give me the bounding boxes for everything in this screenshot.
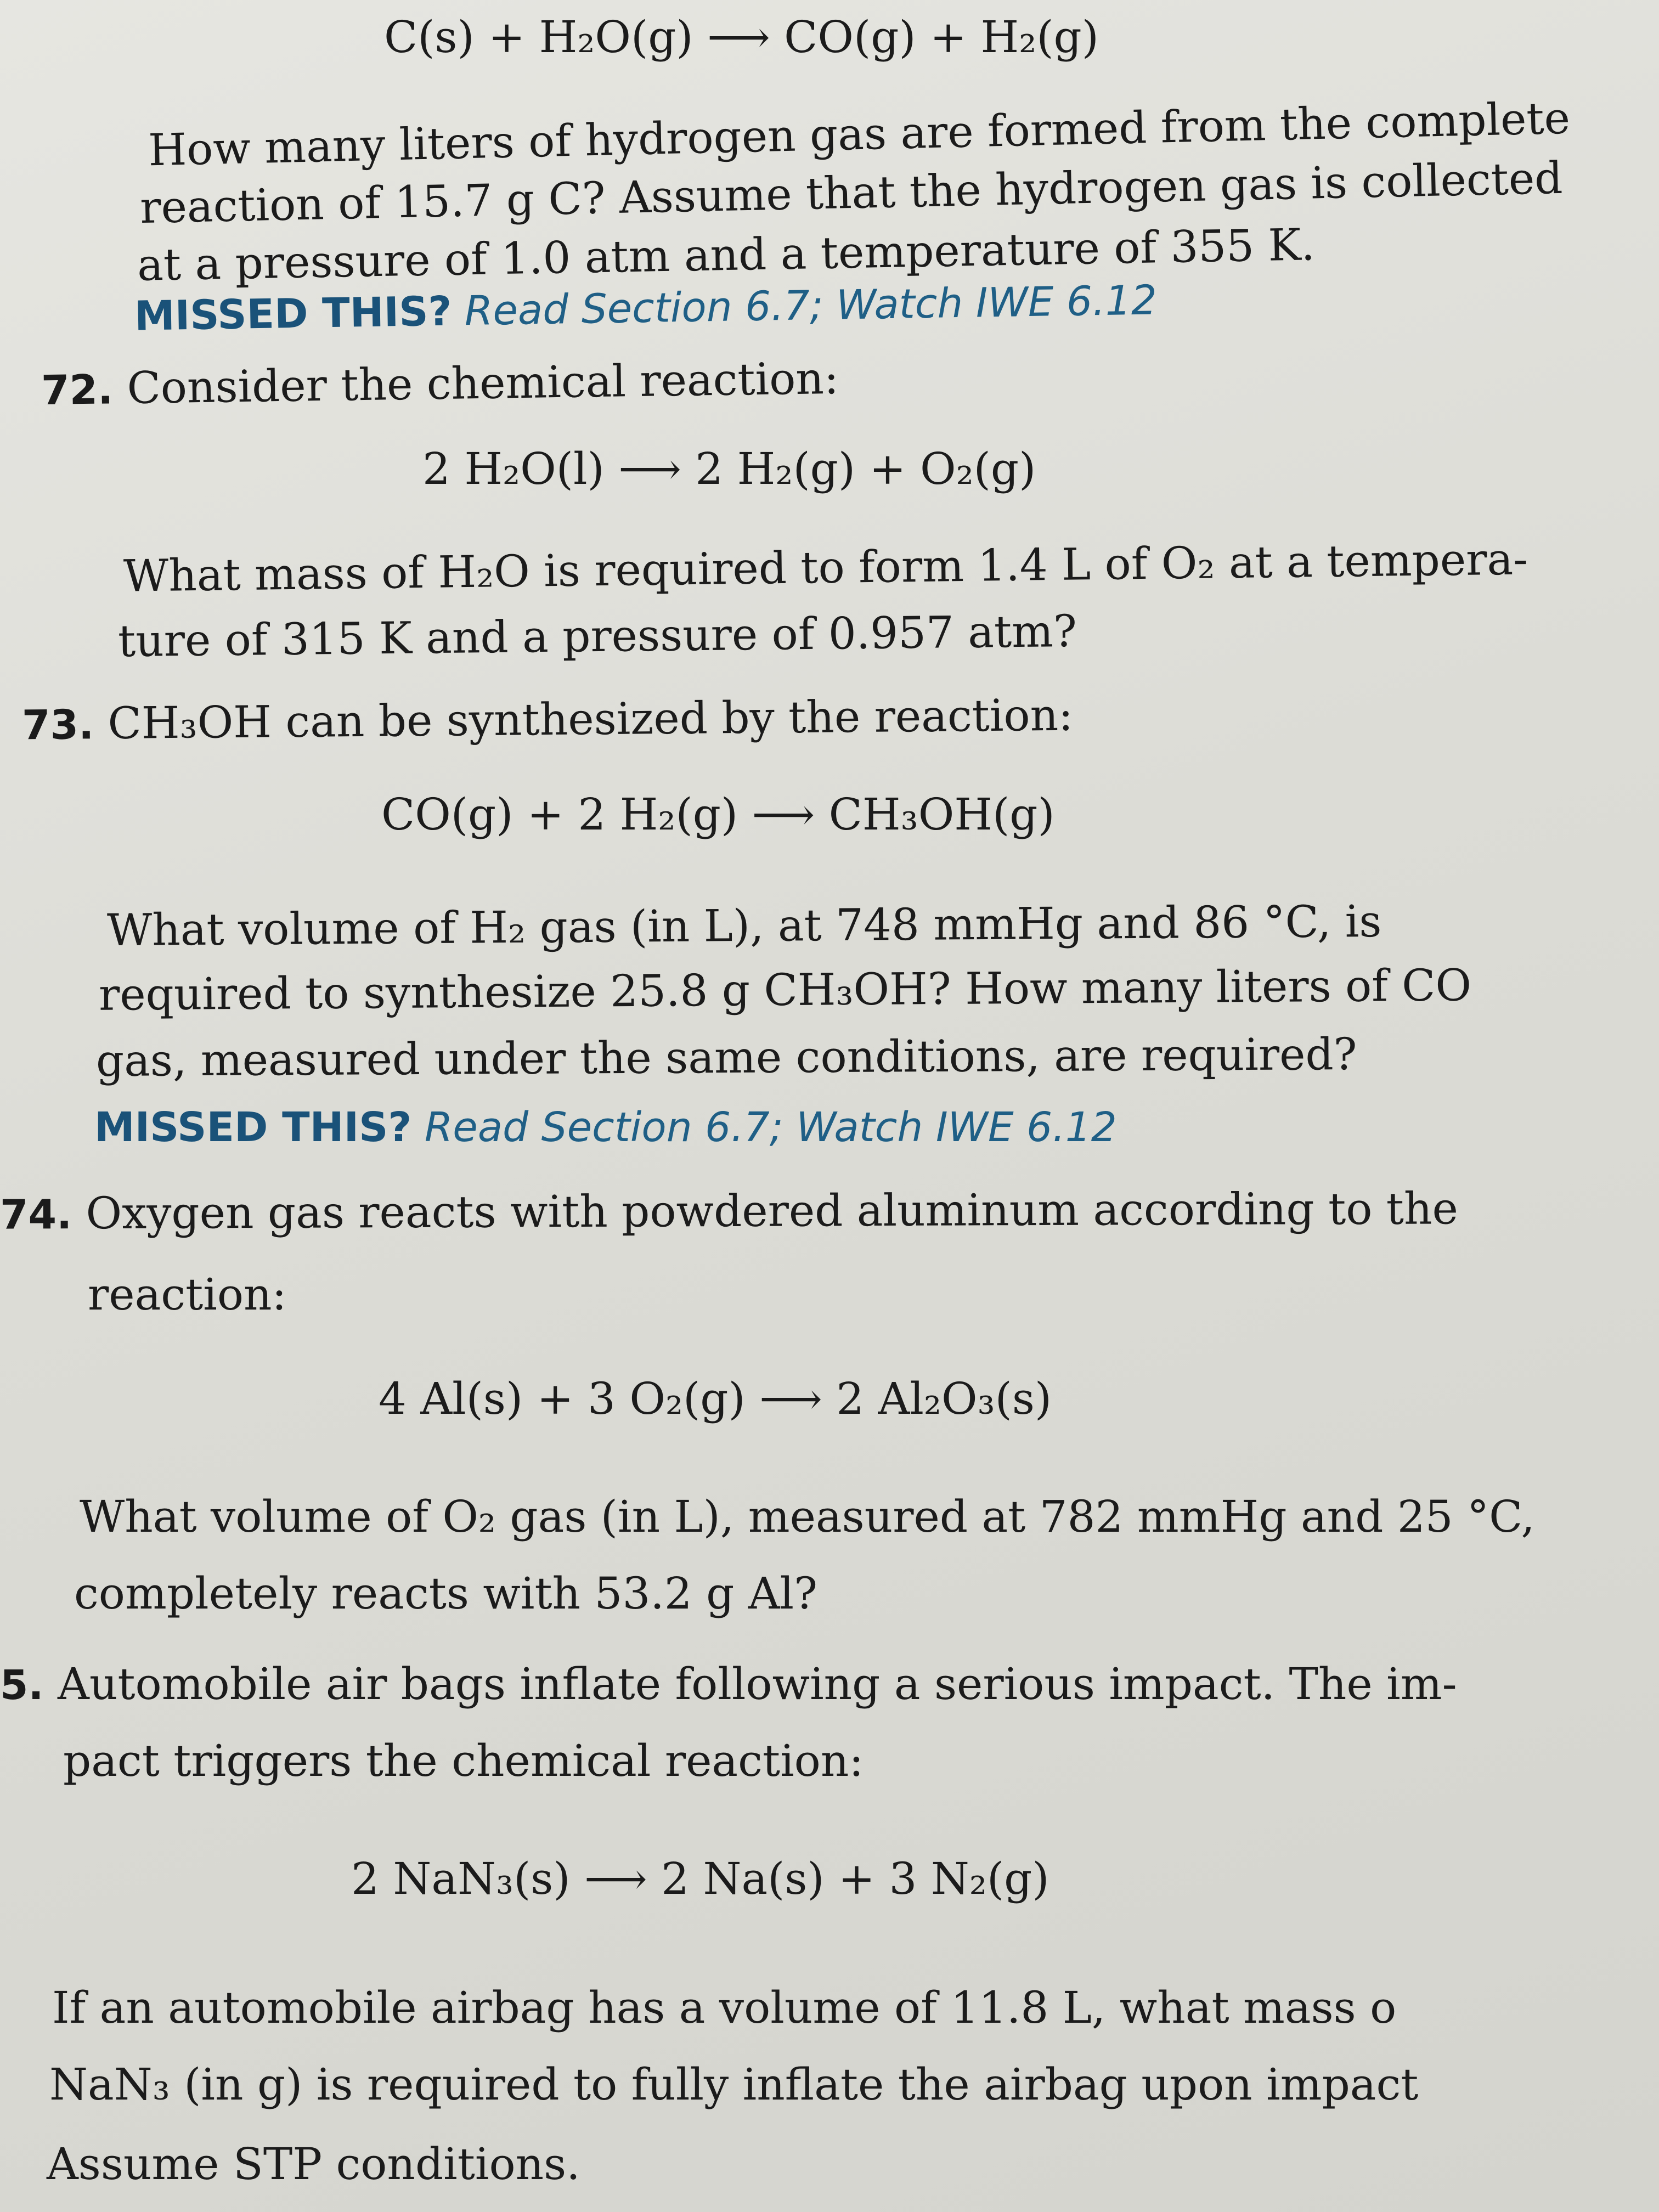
missed-ref: Read Section 6.7; Watch IWE 6.12 — [464, 276, 1158, 335]
q75-intro-line-2: pact triggers the chemical reaction: — [63, 1735, 864, 1786]
q73-line-3: gas, measured under the same conditions, are required? — [95, 1028, 1357, 1087]
q73-equation: CO(g) + 2 H₂(g) ⟶ CH₃OH(g) — [381, 789, 1055, 840]
missed-ref: Read Section 6.7; Watch IWE 6.12 — [424, 1104, 1117, 1151]
q72-line-1: What mass of H₂O is required to form 1.4 L of O₂ at a tempera- — [123, 533, 1528, 602]
q71-line-1: How many liters of hydrogen gas are formed from the complete — [148, 92, 1571, 176]
q74-heading — [0, 1183, 1459, 1239]
missed-label: MISSED THIS? — [94, 1104, 412, 1151]
q75-line-2: NaN₃ (in g) is required to fully inflate the airbag upon impact — [49, 2059, 1419, 2110]
q75-number: 5. — [0, 1662, 44, 1709]
q73-missed-this-link[interactable] — [94, 1104, 1117, 1151]
top-equation: C(s) + H₂O(g) ⟶ CO(g) + H₂(g) — [384, 12, 1099, 63]
q74-intro-line-1: Oxygen gas reacts with powdered aluminum according to the — [86, 1183, 1459, 1239]
q74-intro-line-2: reaction: — [88, 1269, 287, 1320]
q71-line-3: at a pressure of 1.0 atm and a temperature of 355 K. — [137, 219, 1316, 291]
q73-heading — [21, 689, 1074, 749]
q72-number: 72. — [41, 366, 114, 415]
q73-intro: CH₃OH can be synthesized by the reaction: — [108, 689, 1074, 749]
q75-intro-line-1: Automobile air bags inflate following a serious impact. The im- — [58, 1658, 1457, 1709]
q74-line-1: What volume of O₂ gas (in L), measured at 782 mmHg and 25 °C, — [80, 1491, 1535, 1542]
q72-line-2: ture of 315 K and a pressure of 0.957 atm? — [117, 605, 1077, 667]
q73-line-2: required to synthesize 25.8 g CH₃OH? How many liters of CO — [98, 960, 1472, 1020]
q75-heading — [0, 1658, 1457, 1709]
q74-equation: 4 Al(s) + 3 O₂(g) ⟶ 2 Al₂O₃(s) — [379, 1373, 1052, 1424]
q72-intro: Consider the chemical reaction: — [126, 352, 839, 414]
q74-line-2: completely reacts with 53.2 g Al? — [74, 1568, 817, 1619]
missed-label: MISSED THIS? — [134, 287, 453, 340]
q73-line-1: What volume of H₂ gas (in L), at 748 mmHg and 86 °C, is — [106, 895, 1382, 956]
q72-heading — [41, 352, 839, 415]
q71-line-2: reaction of 15.7 g C? Assume that the hydrogen gas is collected — [139, 152, 1564, 234]
q73-number: 73. — [21, 701, 94, 749]
q75-equation: 2 NaN₃(s) ⟶ 2 Na(s) + 3 N₂(g) — [351, 1853, 1049, 1904]
q71-missed-this-link[interactable] — [134, 276, 1158, 340]
q75-line-3: Assume STP conditions. — [47, 2138, 580, 2190]
q74-number: 74. — [0, 1191, 72, 1239]
q72-equation: 2 H₂O(l) ⟶ 2 H₂(g) + O₂(g) — [422, 443, 1036, 494]
q75-line-1: If an automobile airbag has a volume of 11.8 L, what mass o — [52, 1982, 1397, 2033]
